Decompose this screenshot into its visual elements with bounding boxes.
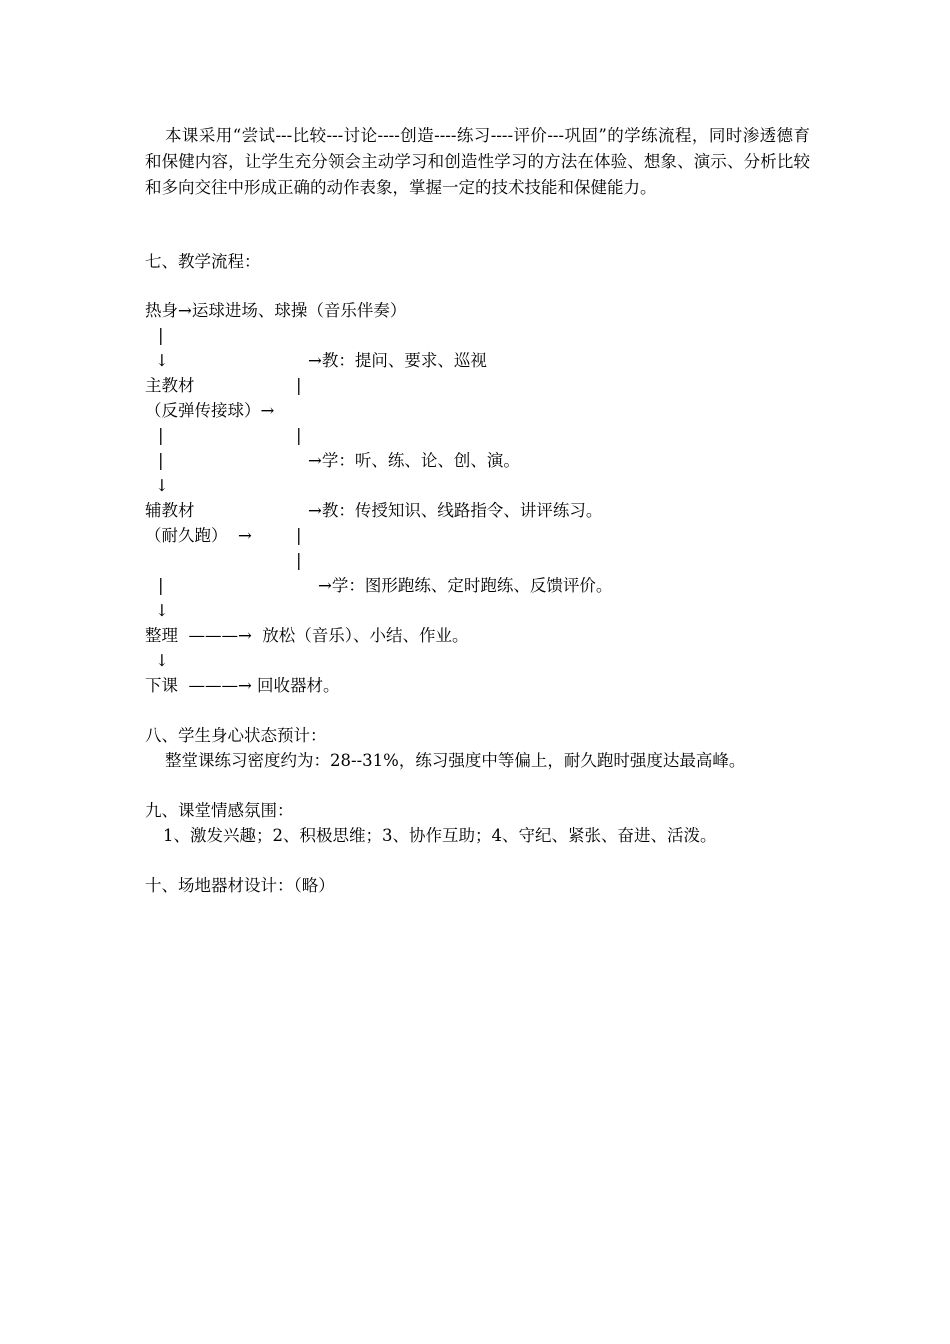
flow-down-arrow: ↓ [155,601,169,620]
flow-bracket-bar: | [296,376,302,395]
flow-aux-teach: →教：传授知识、线路指令、讲评练习。 [308,501,603,520]
flow-aux-sub: （耐久跑） → [145,526,252,545]
flow-down-arrow: ↓ [155,651,169,670]
flow-vbar: | [158,451,164,470]
flow-down-arrow: ↓ [155,476,169,495]
flow-vbar: | [158,326,164,345]
flow-warmup: 热身→运球进场、球操（音乐伴奏） [145,301,407,320]
flow-dismiss: 下课 ———→ 回收器材。 [145,676,340,695]
section-9-heading: 九、课堂情感氛围： [145,801,294,820]
section-10-heading: 十、场地器材设计：（略） [145,876,335,895]
flow-vbar: | [158,576,164,595]
section-8-body: 整堂课练习密度约为：28--31%，练习强度中等偏上，耐久跑时强度达最高峰。 [165,751,746,770]
flow-aux-material: 辅教材 [145,501,195,520]
flow-main-material: 主教材 [145,376,195,395]
flow-vbar: | [158,426,164,445]
flow-bracket-bar: | [296,551,302,570]
flow-bracket-bar: | [296,426,302,445]
flow-main-teach: →教：提问、要求、巡视 [308,351,487,370]
flow-down-arrow: ↓ [155,351,169,370]
flow-aux-learn: →学：图形跑练、定时跑练、反馈评价。 [318,576,613,595]
section-7-heading: 七、教学流程： [145,252,261,271]
flow-main-learn: →学：听、练、论、创、演。 [308,451,520,470]
flow-main-sub: （反弹传接球）→ [145,401,275,420]
flow-tidy: 整理 ———→ 放松（音乐）、小结、作业。 [145,626,469,645]
flow-bracket-bar: | [296,526,302,545]
section-9-body: 1、激发兴趣；2、积极思维；3、协作互助；4、守纪、紧张、奋进、活泼。 [163,826,717,845]
section-8-heading: 八、学生身心状态预计： [145,726,327,745]
intro-paragraph: 本课采用“尝试---比较---讨论----创造----练习----评价---巩固”的学练流程，同时渗透德育和保健内容，让学生充分领会主动学习和创造性学习的方法在体验、想象、演示、分析比较和多向交往中形成正确的动作表象，掌握一定的技术技能和保健能力。 [145,126,810,197]
